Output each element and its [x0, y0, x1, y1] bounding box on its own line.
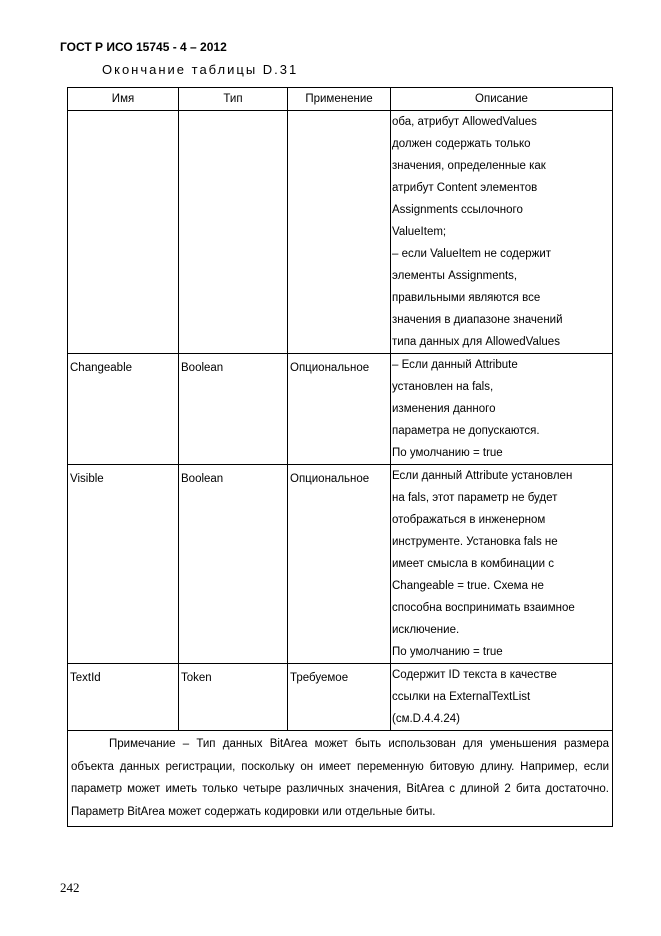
description-line: установлен на fals,	[392, 381, 494, 393]
description-line: значения в диапазоне значений	[392, 314, 563, 326]
column-header-description: Описание	[391, 88, 613, 111]
column-header-usage: Применение	[288, 88, 391, 111]
cell-type: Boolean	[179, 465, 288, 664]
document-standard-header: ГОСТ Р ИСО 15745 - 4 – 2012	[60, 40, 227, 54]
description-line: оба, атрибут AllowedValues	[392, 116, 537, 128]
description-line: должен содержать только	[392, 138, 531, 150]
description-line: – если ValueItem не содержит	[392, 248, 552, 260]
description-line: на fals, этот параметр не будет	[392, 492, 558, 504]
table-row	[68, 664, 613, 731]
note-text: Примечание – Тип данных BitArea может быть использован для уменьшения размера объекта данных регистрации, поскольку он имеет переменную битовую длину. Например, если параметр может иметь только четыре различных значения, BitArea с длиной 2 бита достаточно. Параметр BitArea может содержать кодировки или отдельные биты.	[71, 738, 609, 818]
description-line: (см.D.4.4.24)	[392, 713, 460, 725]
description-line: отображаться в инженерном	[392, 514, 546, 526]
description-line: типа данных для AllowedValues	[392, 336, 560, 348]
description-line: Содержит ID текста в качестве	[392, 669, 557, 681]
table-row	[68, 465, 613, 664]
table-row	[68, 354, 613, 465]
cell-name	[68, 111, 179, 354]
description-line: изменения данного	[392, 403, 496, 415]
cell-description	[391, 111, 613, 354]
table-note-row	[68, 731, 613, 827]
description-line: – Если данный Attribute	[392, 359, 518, 371]
cell-description	[391, 465, 613, 664]
cell-type	[179, 111, 288, 354]
table-header-row	[68, 88, 613, 111]
description-line: Если данный Attribute установлен	[392, 470, 573, 482]
description-line: способна воспринимать взаимное	[392, 602, 575, 614]
cell-usage	[288, 111, 391, 354]
column-header-name: Имя	[68, 88, 179, 111]
table-note	[68, 731, 613, 827]
description-line: атрибут Content элементов	[392, 182, 538, 194]
attributes-table	[67, 87, 613, 827]
description-line: инструменте. Установка fals не	[392, 536, 558, 548]
description-line: Assignments ссылочного	[392, 204, 523, 216]
cell-name: Changeable	[68, 354, 179, 465]
cell-name: TextId	[68, 664, 179, 731]
description-line: правильными являются все	[392, 292, 541, 304]
description-line: ссылки на ExternalTextList	[392, 691, 531, 703]
description-line: Changeable = true. Схема не	[392, 580, 544, 592]
description-line: параметра не допускаются.	[392, 425, 540, 437]
description-line: По умолчанию = true	[392, 646, 503, 658]
cell-usage: Опциональное	[288, 465, 391, 664]
column-header-type: Тип	[179, 88, 288, 111]
table-caption: Окончание таблицы D.31	[102, 62, 299, 77]
cell-usage: Опциональное	[288, 354, 391, 465]
description-line: значения, определенные как	[392, 160, 546, 172]
table-row	[68, 111, 613, 354]
description-line: элементы Assignments,	[392, 270, 518, 282]
cell-type: Token	[179, 664, 288, 731]
description-line: имеет смысла в комбинации с	[392, 558, 554, 570]
cell-name: Visible	[68, 465, 179, 664]
cell-usage: Требуемое	[288, 664, 391, 731]
page-number: 242	[60, 880, 80, 895]
description-line: ValueItem;	[392, 226, 447, 238]
description-line: По умолчанию = true	[392, 447, 503, 459]
description-line: исключение.	[392, 624, 460, 636]
cell-description	[391, 664, 613, 731]
cell-description	[391, 354, 613, 465]
cell-type: Boolean	[179, 354, 288, 465]
